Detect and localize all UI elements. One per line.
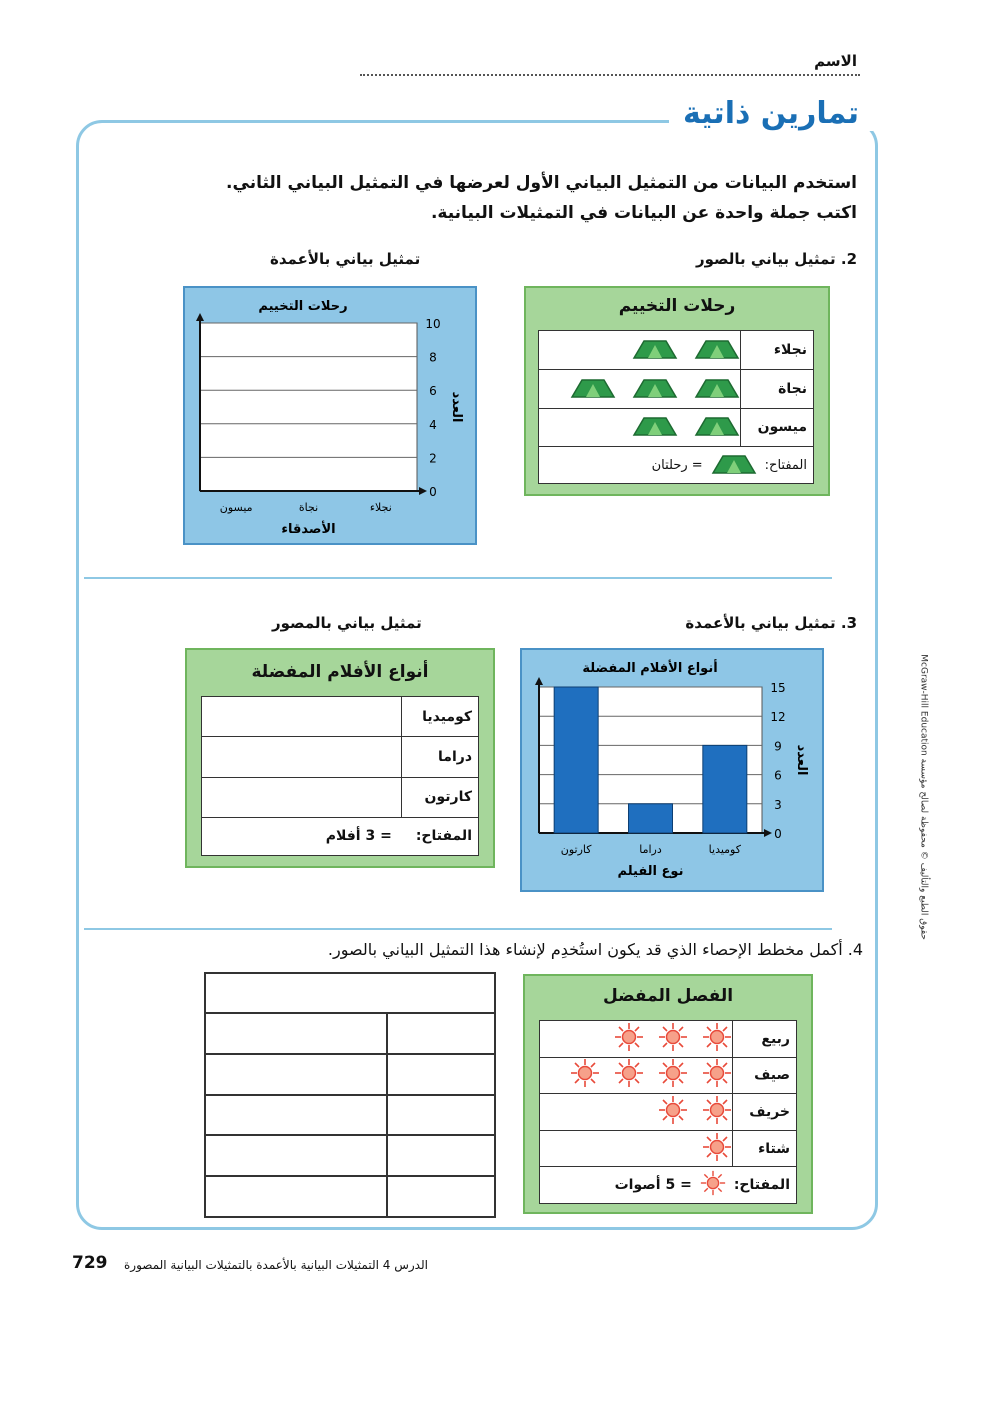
tent-icon	[632, 414, 678, 440]
q2-key-row	[539, 447, 814, 484]
q3-pictograph-title: أنواع الأفلام المفضلة	[251, 662, 429, 682]
y-tick-label: 0	[774, 827, 782, 841]
bar	[703, 745, 747, 833]
q3-bar-chart-svg	[522, 650, 822, 890]
q4-pictograph-title: الفصل المفضل	[602, 986, 734, 1006]
tent-icon	[694, 414, 740, 440]
tent-icon	[632, 337, 678, 363]
tally-cell[interactable]	[205, 1176, 387, 1217]
q3-heading-pictograph: تمثيل بياني بالمصور	[272, 614, 422, 632]
q4-instruction: 4. أكمل مخطط الإحصاء الذي قد يكون استُخدِم لإنشاء هذا التمثيل البياني بالصور.	[327, 940, 863, 959]
q4-row-label: شتاء	[733, 1130, 797, 1167]
instruction-line-1: استخدم البيانات من التمثيل البياني الأول لعرضها في التمثيل البياني الثاني.	[226, 173, 857, 193]
y-tick-label: 6	[774, 768, 782, 783]
q3-row-label: كوميديا	[402, 697, 479, 737]
x-axis-arrow	[764, 829, 772, 837]
copyright-sidebar: حقوق الطبع والتأليف © محفوظة لصالح مؤسسة McGraw-Hill Education	[919, 654, 929, 940]
tally-cell[interactable]	[205, 1054, 387, 1095]
tally-header-cell[interactable]	[205, 973, 495, 1013]
q3-key-label: المفتاح:	[415, 828, 472, 845]
sun-icon	[658, 1058, 688, 1092]
q2-bar-chart	[183, 286, 477, 545]
q2-row-icons	[539, 369, 741, 408]
y-tick-label: 12	[770, 710, 786, 725]
sun-icon	[658, 1095, 688, 1129]
q3-heading-bar: 3. تمثيل بياني بالأعمدة	[685, 614, 857, 632]
x-axis-label: نوع الفيلم	[617, 864, 684, 879]
x-tick-label: دراما	[639, 843, 662, 856]
tally-cell[interactable]	[205, 1095, 387, 1136]
y-tick-label: 15	[770, 681, 786, 695]
q3-row-empty[interactable]	[202, 697, 402, 737]
sun-icon	[570, 1058, 600, 1092]
tent-icon	[570, 376, 616, 402]
q2-heading-bar: تمثيل بياني بالأعمدة	[270, 250, 421, 268]
lesson-footer: الدرس 4 التمثيلات البيانية بالأعمدة بالتمثيلات البيانية المصورة	[124, 1258, 428, 1272]
q3-row-label: دراما	[402, 737, 479, 777]
sun-icon	[702, 1132, 732, 1166]
y-tick-label: 2	[429, 451, 437, 466]
q4-row-label: صيف	[733, 1057, 797, 1094]
q2-key-label: المفتاح:	[764, 457, 807, 473]
tally-cell[interactable]	[387, 1013, 495, 1054]
q4-row-label: خريف	[733, 1094, 797, 1131]
q2-row-label: نجلاء	[741, 331, 814, 370]
q4-tally-chart	[204, 972, 496, 1218]
y-axis-label: العدد	[794, 744, 809, 776]
y-axis-label: العدد	[449, 391, 464, 423]
q3-key-row	[202, 817, 479, 855]
divider	[84, 577, 832, 579]
q2-row-label: ميسون	[741, 408, 814, 447]
y-tick-label: 0	[429, 485, 437, 499]
x-tick-label: نجاة	[298, 501, 319, 514]
tally-cell[interactable]	[205, 1013, 387, 1054]
y-tick-label: 6	[429, 384, 437, 399]
tent-icon	[711, 452, 757, 478]
tent-icon	[694, 337, 740, 363]
q2-bar-chart-svg	[185, 288, 475, 543]
name-label: الاسم	[814, 52, 857, 70]
tally-cell[interactable]	[387, 1095, 495, 1136]
x-tick-label: كارتون	[560, 843, 592, 856]
instruction-line-2: اكتب جملة واحدة عن البيانات في التمثيلات البيانية.	[430, 203, 857, 223]
tally-cell[interactable]	[387, 1054, 495, 1095]
sun-icon	[702, 1058, 732, 1092]
title-wrap	[669, 96, 873, 131]
tally-cell[interactable]	[387, 1176, 495, 1217]
x-axis-arrow	[419, 487, 427, 495]
sun-icon	[658, 1022, 688, 1056]
q3-pictograph	[185, 648, 495, 868]
instructions	[226, 168, 857, 228]
q4-row-label: ربيع	[733, 1021, 797, 1058]
y-tick-label: 10	[425, 317, 441, 331]
chart-title: أنواع الأفلام المفضلة	[582, 661, 718, 676]
tally-cell[interactable]	[205, 1135, 387, 1176]
sun-icon	[700, 1170, 726, 1200]
page-number: 729	[72, 1253, 108, 1273]
page-title: تمارين ذاتية	[682, 96, 859, 131]
q3-row-empty[interactable]	[202, 777, 402, 817]
x-tick-label: ميسون	[219, 501, 253, 514]
q3-bar-chart	[520, 648, 824, 892]
q2-row-label: نجاة	[741, 369, 814, 408]
q2-pictograph-title: رحلات التخييم	[618, 296, 736, 316]
x-tick-label: نجلاء	[369, 501, 392, 514]
q4-row-icons	[540, 1094, 733, 1131]
q4-pictograph	[523, 974, 813, 1214]
y-tick-label: 8	[429, 350, 437, 365]
x-tick-label: كوميديا	[708, 843, 741, 856]
y-tick-label: 3	[774, 797, 782, 812]
q4-key-label: المفتاح:	[733, 1177, 790, 1194]
sun-icon	[702, 1022, 732, 1056]
q4-row-icons	[540, 1021, 733, 1058]
q3-key-value: = 3 أفلام	[325, 828, 392, 845]
bar	[554, 687, 598, 833]
sun-icon	[614, 1022, 644, 1056]
y-tick-label: 9	[774, 739, 782, 754]
tent-icon	[632, 376, 678, 402]
bar	[629, 804, 673, 833]
name-line[interactable]	[360, 74, 860, 76]
sun-icon	[614, 1058, 644, 1092]
y-axis-arrow	[196, 313, 204, 321]
q2-pictograph	[524, 286, 830, 496]
q2-key-value: = رحلتان	[651, 457, 703, 473]
q4-pictograph-table	[539, 1020, 797, 1204]
q4-row-icons	[540, 1057, 733, 1094]
q3-row-empty[interactable]	[202, 737, 402, 777]
sun-icon	[702, 1095, 732, 1129]
q3-row-label: كارتون	[402, 777, 479, 817]
q4-row-icons	[540, 1130, 733, 1167]
x-axis-label: الأصدقاء	[281, 522, 336, 537]
chart-title: رحلات التخييم	[258, 299, 348, 314]
q4-key-value: = 5 أصوات	[614, 1177, 692, 1194]
q2-heading-pictograph: 2. تمثيل بياني بالصور	[695, 250, 857, 268]
y-axis-arrow	[535, 677, 543, 685]
q2-row-icons	[539, 408, 741, 447]
plot-area	[200, 323, 417, 491]
q2-row-icons	[539, 331, 741, 370]
q2-pictograph-table	[538, 330, 814, 484]
q4-key-row	[540, 1167, 797, 1204]
tent-icon	[694, 376, 740, 402]
y-tick-label: 4	[429, 417, 437, 432]
tally-cell[interactable]	[387, 1135, 495, 1176]
q3-pictograph-table	[201, 696, 479, 856]
divider	[84, 928, 832, 930]
